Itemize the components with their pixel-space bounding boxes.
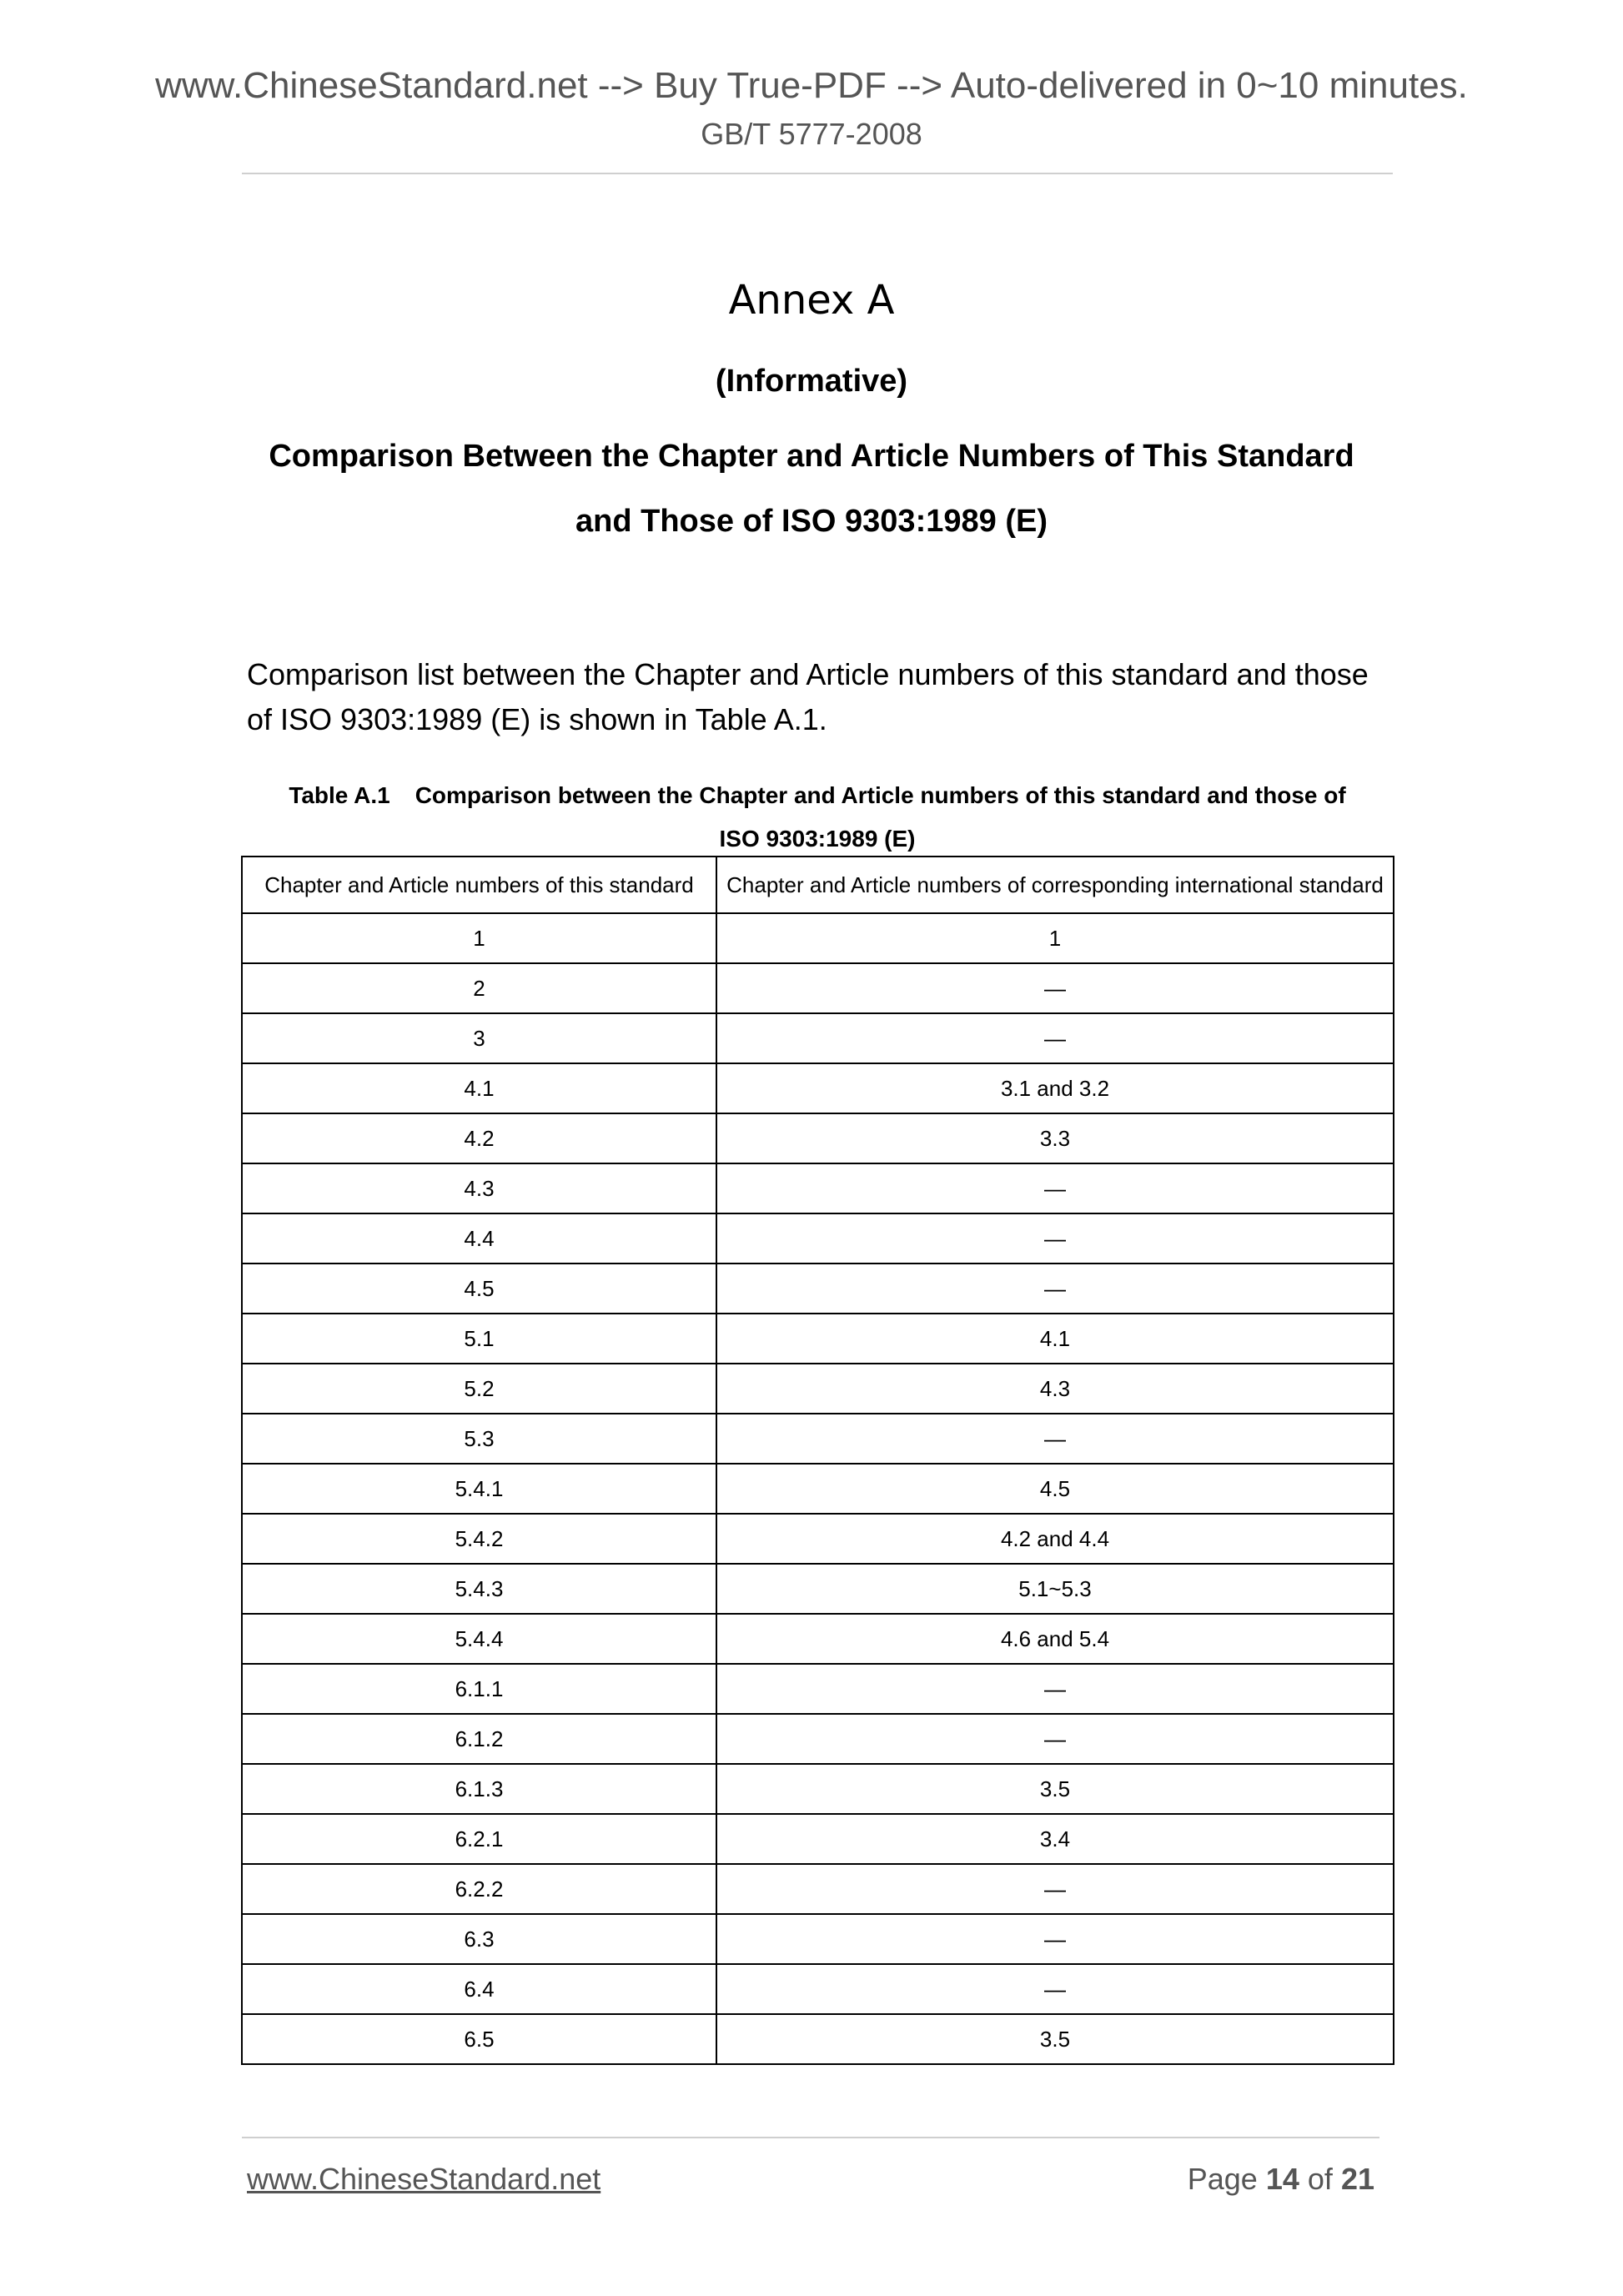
cell-this-standard: 5.4.3 xyxy=(242,1564,716,1614)
annex-title: Annex A xyxy=(728,277,895,324)
cell-this-standard: 2 xyxy=(242,963,716,1013)
table-row xyxy=(242,1264,1394,1314)
table-row xyxy=(242,1814,1394,1864)
table-row xyxy=(242,1564,1394,1614)
cell-this-standard: 5.4.2 xyxy=(242,1514,716,1564)
table-row xyxy=(242,1314,1394,1364)
cell-this-standard: 6.1.3 xyxy=(242,1764,716,1814)
column-header-this-standard: Chapter and Article numbers of this standard xyxy=(242,857,716,913)
table-row xyxy=(242,963,1394,1013)
table-row xyxy=(242,1614,1394,1664)
header-site-banner: www.ChineseStandard.net --> Buy True-PDF --> Auto-delivered in 0~10 minutes. xyxy=(155,65,1468,106)
cell-international-standard: — xyxy=(716,1864,1394,1914)
cell-international-standard: — xyxy=(716,1964,1394,2014)
table-row xyxy=(242,1163,1394,1213)
cell-this-standard: 1 xyxy=(242,913,716,963)
cell-international-standard: 4.5 xyxy=(716,1464,1394,1514)
table-row xyxy=(242,1714,1394,1764)
table-row xyxy=(242,1664,1394,1714)
cell-this-standard: 6.3 xyxy=(242,1914,716,1964)
table-caption-line1 xyxy=(242,774,1393,817)
table-row xyxy=(242,1113,1394,1163)
cell-this-standard: 6.4 xyxy=(242,1964,716,2014)
cell-this-standard: 4.5 xyxy=(242,1264,716,1314)
cell-this-standard: 6.5 xyxy=(242,2014,716,2064)
cell-this-standard: 5.1 xyxy=(242,1314,716,1364)
comparison-table xyxy=(241,856,1394,2065)
annex-subtitle: (Informative) xyxy=(715,364,908,399)
table-row xyxy=(242,1213,1394,1264)
table-row xyxy=(242,1364,1394,1414)
cell-international-standard: 4.2 and 4.4 xyxy=(716,1514,1394,1564)
cell-international-standard: — xyxy=(716,1414,1394,1464)
cell-international-standard: 4.6 and 5.4 xyxy=(716,1614,1394,1664)
page-label: Page xyxy=(1187,2162,1258,2196)
table-row xyxy=(242,2014,1394,2064)
table-row xyxy=(242,1013,1394,1063)
annex-heading xyxy=(0,424,1623,554)
cell-this-standard: 6.1.2 xyxy=(242,1714,716,1764)
table-header-row xyxy=(242,857,1394,913)
table-row xyxy=(242,1964,1394,2014)
table-row xyxy=(242,1063,1394,1113)
page-total: 21 xyxy=(1340,2162,1374,2196)
annex-heading-line2: and Those of ISO 9303:1989 (E) xyxy=(575,504,1048,539)
cell-this-standard: 3 xyxy=(242,1013,716,1063)
cell-this-standard: 4.1 xyxy=(242,1063,716,1113)
table-row xyxy=(242,913,1394,963)
cell-international-standard: 3.5 xyxy=(716,2014,1394,2064)
cell-international-standard: — xyxy=(716,1264,1394,1314)
cell-international-standard: 1 xyxy=(716,913,1394,963)
table-caption xyxy=(242,774,1393,861)
cell-this-standard: 6.2.1 xyxy=(242,1814,716,1864)
footer-site-link[interactable]: www.ChineseStandard.net xyxy=(247,2162,601,2196)
table-row xyxy=(242,1914,1394,1964)
table-row xyxy=(242,1514,1394,1564)
cell-international-standard: — xyxy=(716,1664,1394,1714)
header-divider xyxy=(242,173,1393,174)
cell-this-standard: 5.4.1 xyxy=(242,1464,716,1514)
table-caption-number: Table A.1 xyxy=(289,782,390,808)
cell-international-standard: 3.5 xyxy=(716,1764,1394,1814)
table-row xyxy=(242,1414,1394,1464)
cell-this-standard: 5.3 xyxy=(242,1414,716,1464)
cell-this-standard: 4.3 xyxy=(242,1163,716,1213)
table-row xyxy=(242,1864,1394,1914)
header-standard-number: GB/T 5777-2008 xyxy=(701,117,922,151)
cell-this-standard: 4.4 xyxy=(242,1213,716,1264)
cell-international-standard: — xyxy=(716,1914,1394,1964)
column-header-international-standard: Chapter and Article numbers of corresponding international standard xyxy=(716,857,1394,913)
cell-international-standard: 3.3 xyxy=(716,1113,1394,1163)
page-of: of xyxy=(1307,2162,1333,2196)
table-row xyxy=(242,1764,1394,1814)
annex-heading-line1: Comparison Between the Chapter and Article Numbers of This Standard xyxy=(269,439,1354,474)
cell-this-standard: 5.2 xyxy=(242,1364,716,1414)
cell-international-standard: 5.1~5.3 xyxy=(716,1564,1394,1614)
table-caption-text: Comparison between the Chapter and Article numbers of this standard and those of xyxy=(415,782,1346,808)
cell-international-standard: — xyxy=(716,1714,1394,1764)
footer-divider xyxy=(242,2137,1379,2138)
footer-page-number xyxy=(1188,2162,1374,2197)
cell-international-standard: — xyxy=(716,963,1394,1013)
cell-international-standard: 4.1 xyxy=(716,1314,1394,1364)
cell-international-standard: — xyxy=(716,1013,1394,1063)
cell-international-standard: 3.4 xyxy=(716,1814,1394,1864)
cell-international-standard: — xyxy=(716,1163,1394,1213)
page-current: 14 xyxy=(1265,2162,1299,2196)
cell-this-standard: 5.4.4 xyxy=(242,1614,716,1664)
cell-this-standard: 6.2.2 xyxy=(242,1864,716,1914)
cell-international-standard: 3.1 and 3.2 xyxy=(716,1063,1394,1113)
table-row xyxy=(242,1464,1394,1514)
table-caption-line2: ISO 9303:1989 (E) xyxy=(719,826,916,852)
intro-paragraph: Comparison list between the Chapter and Article numbers of this standard and those of ISO 9303:1989 (E) is shown in Table A.1. xyxy=(247,657,1369,736)
cell-this-standard: 4.2 xyxy=(242,1113,716,1163)
cell-this-standard: 6.1.1 xyxy=(242,1664,716,1714)
cell-international-standard: 4.3 xyxy=(716,1364,1394,1414)
cell-international-standard: — xyxy=(716,1213,1394,1264)
table-body xyxy=(242,913,1394,2064)
